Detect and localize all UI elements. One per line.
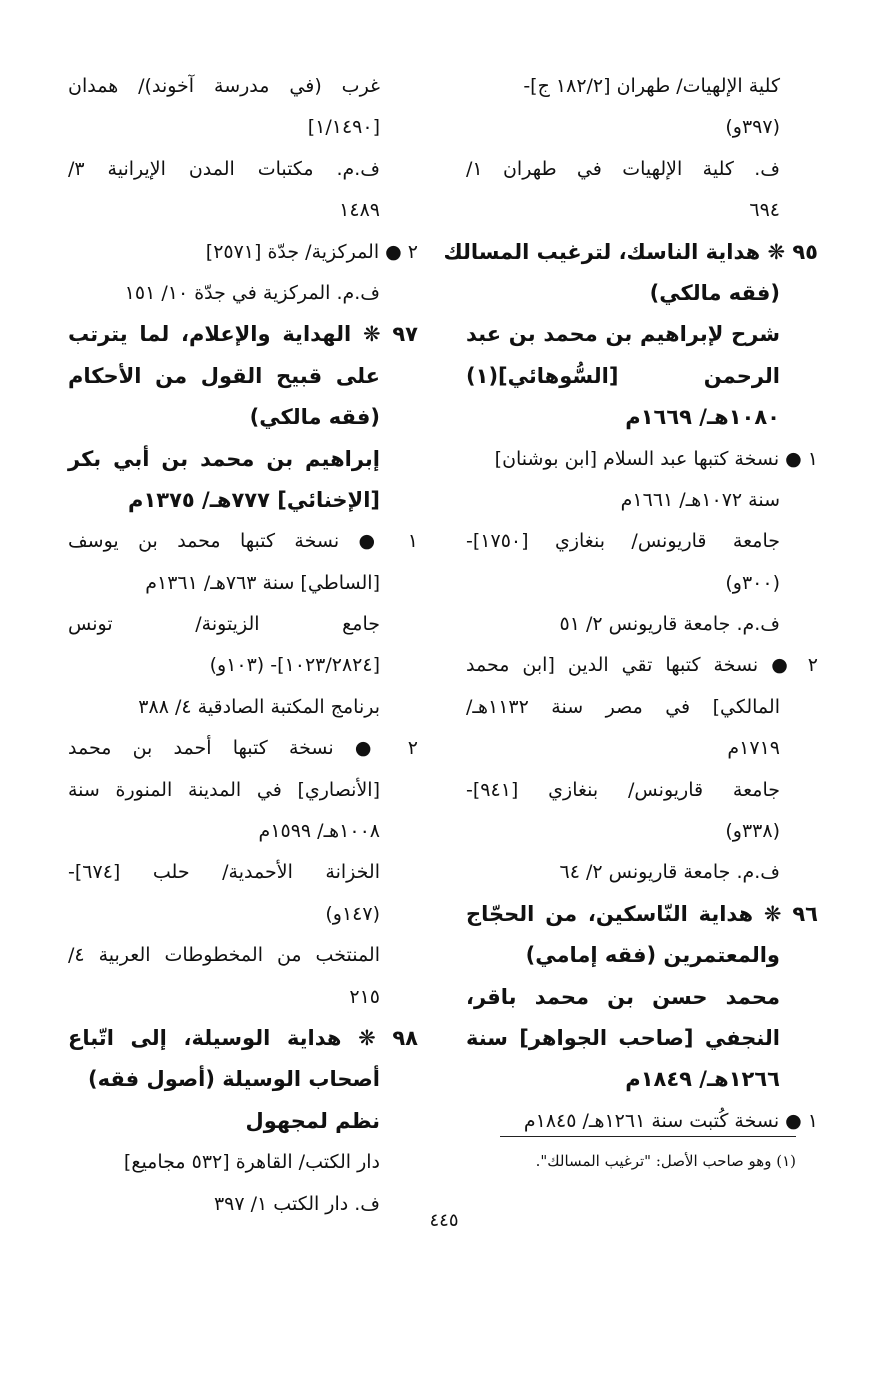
left-column-line: ١ ● نسخة كتبها محمد بن يوسف xyxy=(68,530,418,553)
right-column-line: ف.م. جامعة قاريونس ٢/ ٦٤ xyxy=(559,861,780,884)
right-column-line: ١٧١٩م xyxy=(727,737,780,760)
right-column-line: ف.م. جامعة قاريونس ٢/ ٥١ xyxy=(559,613,780,636)
left-column-line: ٩٨ ❋ هداية الوسيلة، إلى اتّباع xyxy=(68,1025,418,1050)
right-column-line: ١ ● نسخة كُتبت سنة ١٢٦١هـ/ ١٨٤٥م xyxy=(523,1109,818,1132)
right-column-line: جامعة قاريونس/ بنغازي [١٧٥٠]- xyxy=(466,530,780,553)
left-column-line: دار الكتب/ القاهرة [٥٣٢ مجاميع] xyxy=(123,1151,380,1174)
left-column-line: المنتخب من المخطوطات العربية ٤/ xyxy=(68,944,380,967)
left-column-line: الخزانة الأحمدية/ حلب [٦٧٤]- xyxy=(68,861,380,884)
right-column xyxy=(443,66,818,1142)
right-column-line: (٣٩٧و) xyxy=(725,116,780,139)
left-column-line: [١/١٤٩٠] xyxy=(307,116,380,139)
left-column-line: [١٠٢٣/٢٨٢٤]- (١٠٣و) xyxy=(209,654,380,677)
left-column xyxy=(68,66,418,1225)
left-column-line: ٢ ● نسخة كتبها أحمد بن محمد xyxy=(68,737,418,760)
right-column-line: النجفي [صاحب الجواهر] سنة xyxy=(466,1025,780,1050)
left-column-line: غرب (في مدرسة آخوند)/ همدان xyxy=(68,75,380,97)
right-column-line: ١ ● نسخة كتبها عبد السلام [ابن بوشنان] xyxy=(494,447,818,470)
left-column-line: جامع الزيتونة/ تونس xyxy=(68,613,380,636)
left-column-line: [الإخنائي] ٧٧٧هـ/ ١٣٧٥م xyxy=(128,487,380,512)
left-column-line: نظم لمجهول xyxy=(245,1108,380,1133)
right-column-line: ٢ ● نسخة كتبها تقي الدين [ابن محمد xyxy=(466,654,818,677)
left-column-line: على قبيح القول من الأحكام xyxy=(68,363,380,388)
right-column-line: المالكي] في مصر سنة ١١٣٢هـ/ xyxy=(466,695,780,718)
right-column-line: (٣٣٨و) xyxy=(725,820,780,843)
left-column-line: ٩٧ ❋ الهداية والإعلام، لما يترتب xyxy=(68,322,418,347)
right-column-line: ٦٩٤ xyxy=(749,199,780,222)
left-column-line: [الساطي] سنة ٧٦٣هـ/ ١٣٦١م xyxy=(145,571,380,594)
right-column-line: ١٢٦٦هـ/ ١٨٤٩م xyxy=(625,1067,780,1092)
right-column-line: جامعة قاريونس/ بنغازي [٩٤١]- xyxy=(466,778,780,801)
footnote: (١) وهو صاحب الأصل: "ترغيب المسالك". xyxy=(535,1152,796,1170)
footnote-divider xyxy=(500,1136,796,1137)
right-column-line: ٩٥ ❋ هداية الناسك، لترغيب المسالك xyxy=(443,239,818,264)
left-column-line: ف.م. مكتبات المدن الإيرانية ٣/ xyxy=(68,157,380,180)
left-column-line: ٢ ● المركزية/ جدّة [٢٥٧١] xyxy=(205,240,418,263)
left-column-line: ف. دار الكتب ١/ ٣٩٧ xyxy=(213,1192,380,1215)
right-column-line: كلية الإلهيات/ طهران [١٨٢/٢ ج]- xyxy=(523,75,780,97)
left-column-line: ١٠٠٨هـ/ ١٥٩٩م xyxy=(258,820,380,843)
left-column-line: (فقه مالكي) xyxy=(249,405,380,430)
left-column-line: برنامج المكتبة الصادقية ٤/ ٣٨٨ xyxy=(138,695,380,718)
left-column-line: [الأنصاري] في المدينة المنورة سنة xyxy=(68,778,380,801)
page-number: ٤٤٥ xyxy=(429,1210,459,1231)
right-column-line: ف. كلية الإلهيات في طهران ١/ xyxy=(466,157,780,180)
right-column-line: محمد حسن بن محمد باقر، xyxy=(466,984,780,1009)
left-column-line: أصحاب الوسيلة (أصول فقه) xyxy=(87,1067,380,1092)
right-column-line: (فقه مالكي) xyxy=(649,280,780,305)
right-column-line: ٩٦ ❋ هداية النّاسكين، من الحجّاج xyxy=(466,901,818,926)
right-column-line: سنة ١٠٧٢هـ/ ١٦٦١م xyxy=(620,488,780,511)
right-column-line: (٣٠٠و) xyxy=(725,571,780,594)
left-column-line: ١٤٨٩ xyxy=(339,199,380,222)
left-column-line: (١٤٧و) xyxy=(325,902,380,925)
left-column-line: إبراهيم بن محمد بن أبي بكر xyxy=(68,446,380,471)
left-column-line: ٢١٥ xyxy=(349,985,380,1008)
left-column-line: ف.م. المركزية في جدّة ١٠/ ١٥١ xyxy=(124,281,380,304)
right-column-line: ١٠٨٠هـ/ ١٦٦٩م xyxy=(625,405,780,430)
right-column-line: والمعتمرين (فقه إمامي) xyxy=(525,943,780,968)
right-column-line: شرح لإبراهيم بن محمد بن عبد xyxy=(466,322,780,347)
right-column-line: الرحمن [السُّوهائي](١) xyxy=(466,363,780,388)
